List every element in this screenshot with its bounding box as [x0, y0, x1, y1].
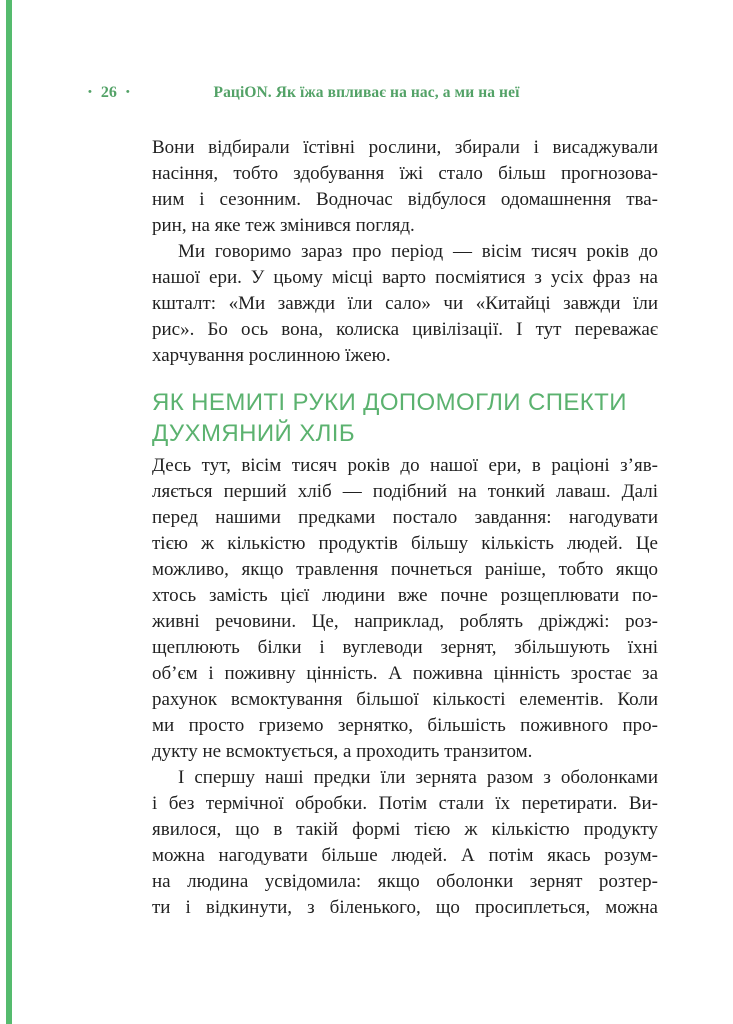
text-line: об’єм і поживну цінність. А поживна цінність зростає за [152, 663, 658, 684]
left-accent-stripe [6, 0, 12, 1024]
text-line: живні речовини. Це, наприклад, роблять дріжджі: роз- [152, 611, 658, 632]
text-line: щеплюють білки і вуглеводи зернят, збільшують їхні [152, 637, 658, 658]
text-line: рис». Бо ось вона, колиска цивілізації. І тут переважає [152, 319, 658, 340]
text-line: Ми говоримо зараз про період — вісім тисяч років до [178, 241, 658, 262]
text-line: тією ж кількістю продуктів більшу кількість людей. Це [152, 533, 658, 554]
text-line: ляється перший хліб — подібний на тонкий лаваш. Далі [152, 481, 658, 502]
text-line: Десь тут, вісім тисяч років до нашої ери, в раціоні з’яв- [152, 455, 658, 476]
text-line: ним і сезонним. Водночас відбулося одомашнення тва- [152, 189, 658, 210]
paragraph [152, 239, 658, 369]
paragraph [152, 765, 658, 921]
text-line: нашої ери. У цьому місці варто посміятися з усіх фраз на [152, 267, 658, 288]
text-line: кшталт: «Ми завжди їли сало» чи «Китайці завжди їли [152, 293, 658, 314]
text-line: і без термічної обробки. Потім стали їх перетирати. Ви- [152, 793, 658, 814]
text-line: рин, на яке теж змінився погляд. [152, 215, 415, 236]
text-line: Вони відбирали їстівні рослини, збирали і висаджували [152, 137, 658, 158]
text-line: ми просто гриземо зернятко, більшість поживного про- [152, 715, 658, 736]
text-line: ти і відкинути, з біленького, що просиплеться, можна [152, 897, 658, 918]
text-line: рахунок всмоктування більшої кількості елементів. Коли [152, 689, 658, 710]
paragraph [152, 135, 658, 239]
heading-line: ЯК НЕМИТІ РУКИ ДОПОМОГЛИ СПЕКТИ [152, 389, 627, 416]
text-line: перед нашими предками постало завдання: нагодувати [152, 507, 658, 528]
text-line: можна нагодувати більше людей. А потім якась розум- [152, 845, 658, 866]
page-number: 26 [100, 84, 117, 101]
paragraph [152, 453, 658, 765]
text-line: хтось замість цієї людини вже почне розщеплювати по- [152, 585, 658, 606]
page-number-bullet-left: • [88, 86, 92, 98]
text-line: І спершу наші предки їли зернята разом з оболонками [178, 767, 658, 788]
page-number-bullet-right: • [125, 86, 130, 98]
running-head [0, 84, 733, 102]
body-text [152, 135, 658, 921]
text-line: насіння, тобто здобування їжі стало більш прогнозова- [152, 163, 658, 184]
text-line: на людина усвідомила: якщо оболонки зернят розтер- [152, 871, 658, 892]
text-line: явилося, що в такій формі тією ж кількістю продукту [152, 819, 658, 840]
section-heading [152, 387, 658, 449]
text-line: можливо, якщо травлення почнеться раніше, тобто якщо [152, 559, 658, 580]
heading-line: ДУХМЯНИЙ ХЛІБ [152, 420, 355, 447]
text-line: харчування рослинною їжею. [152, 345, 391, 366]
text-line: дукту не всмоктується, а проходить транзитом. [152, 741, 533, 762]
running-title: РаціON. Як їжа впливає на нас, а ми на неї [213, 84, 520, 101]
